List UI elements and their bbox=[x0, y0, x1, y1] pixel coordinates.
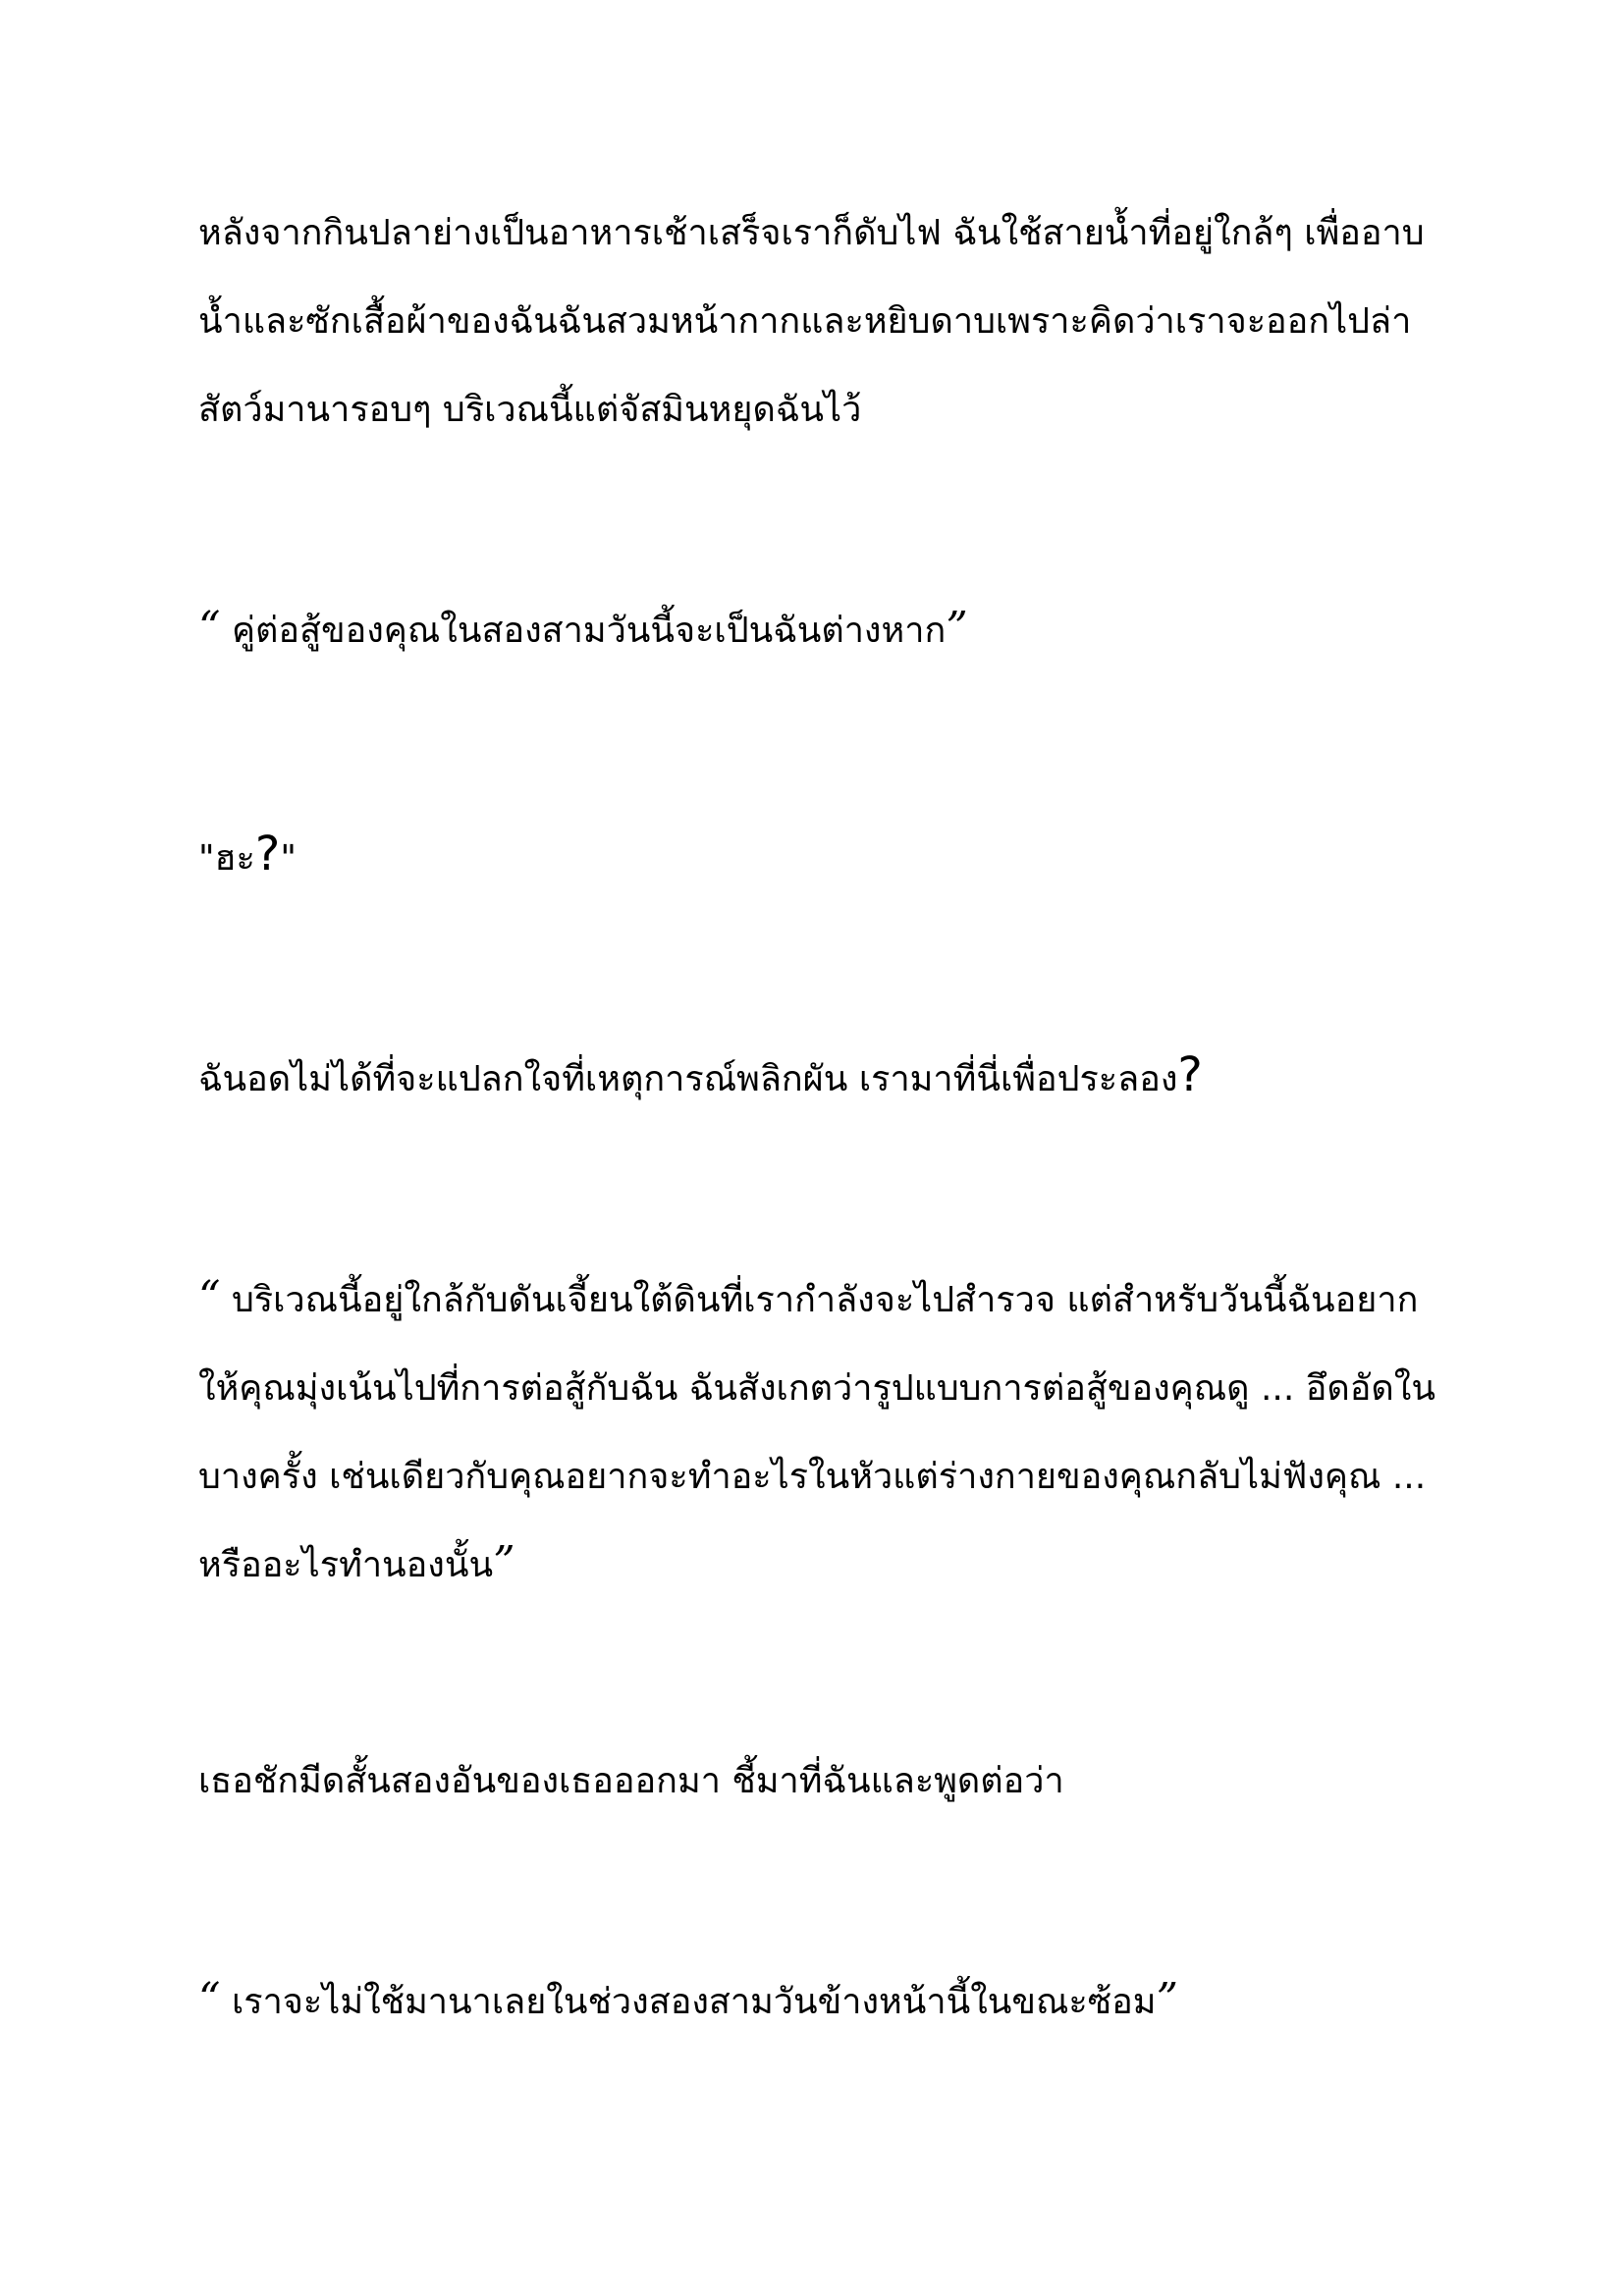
paragraph-narration-2 bbox=[198, 1036, 1455, 1124]
dialogue-text: เราจะไม่ใช้มานาเลยในช่วงสองสามวันข้างหน้านี้ในขณะซ้อม bbox=[220, 1982, 1157, 2022]
dialogue-end: " bbox=[280, 838, 297, 879]
open-quote: “ bbox=[198, 1272, 221, 1322]
paragraph-dialogue-2 bbox=[198, 815, 1455, 903]
paragraph-dialogue-3 bbox=[198, 1256, 1455, 1610]
open-quote: “ bbox=[198, 1974, 221, 2024]
paragraph-text: เธอชักมีดสั้นสองอันของเธอออกมา ชี้มาที่ฉันและพูดต่อว่า bbox=[198, 1761, 1064, 1801]
dialogue-text: "ฮะ bbox=[198, 838, 255, 879]
paragraph-narration-1 bbox=[198, 189, 1455, 454]
question-mark: ? bbox=[254, 827, 281, 881]
dialogue-text: บริเวณนี้อยู่ใกล้กับดันเจี้ยนใต้ดินที่เรากำลังจะไปสำรวจ แต่สำหรับวันนี้ฉันอยากให้คุณมุ่งเน้นไปที่การต่อสู้กับฉัน ฉันสังเกตว่ารูปแบบการต่อสู้ของคุณดู ... อึดอัดในบางครั้ง เช่นเดียวกับคุณอยากจะทำอะไรในหัวแต่ร่างกายของคุณกลับไม่ฟังคุณ ... หรืออะไรทำนองนั้น bbox=[198, 1280, 1435, 1585]
paragraph-dialogue-1 bbox=[198, 587, 1455, 675]
open-quote: “ bbox=[198, 603, 221, 653]
paragraph-narration-3 bbox=[198, 1737, 1455, 1826]
paragraph-text: ฉันอดไม่ได้ที่จะแปลกใจที่เหตุการณ์พลิกผัน เรามาที่นี่เพื่อประลอง bbox=[198, 1059, 1178, 1099]
dialogue-text: คู่ต่อสู้ของคุณในสองสามวันนี้จะเป็นฉันต่างหาก bbox=[220, 611, 947, 651]
close-quote: ” bbox=[493, 1537, 515, 1587]
question-mark: ? bbox=[1177, 1047, 1203, 1102]
paragraph-text: หลังจากกินปลาย่างเป็นอาหารเช้าเสร็จเราก็ดับไฟ ฉันใช้สายน้ำที่อยู่ใกล้ๆ เพื่ออาบน้ำและซักเสื้อผ้าของฉันฉันสวมหน้ากากและหยิบดาบเพราะคิดว่าเราจะออกไปล่าสัตว์มานารอบๆ บริเวณนี้แต่จัสมินหยุดฉันไว้ bbox=[198, 213, 1425, 430]
close-quote: ” bbox=[1156, 1974, 1179, 2024]
paragraph-dialogue-4 bbox=[198, 1958, 1455, 2047]
close-quote: ” bbox=[946, 603, 968, 653]
